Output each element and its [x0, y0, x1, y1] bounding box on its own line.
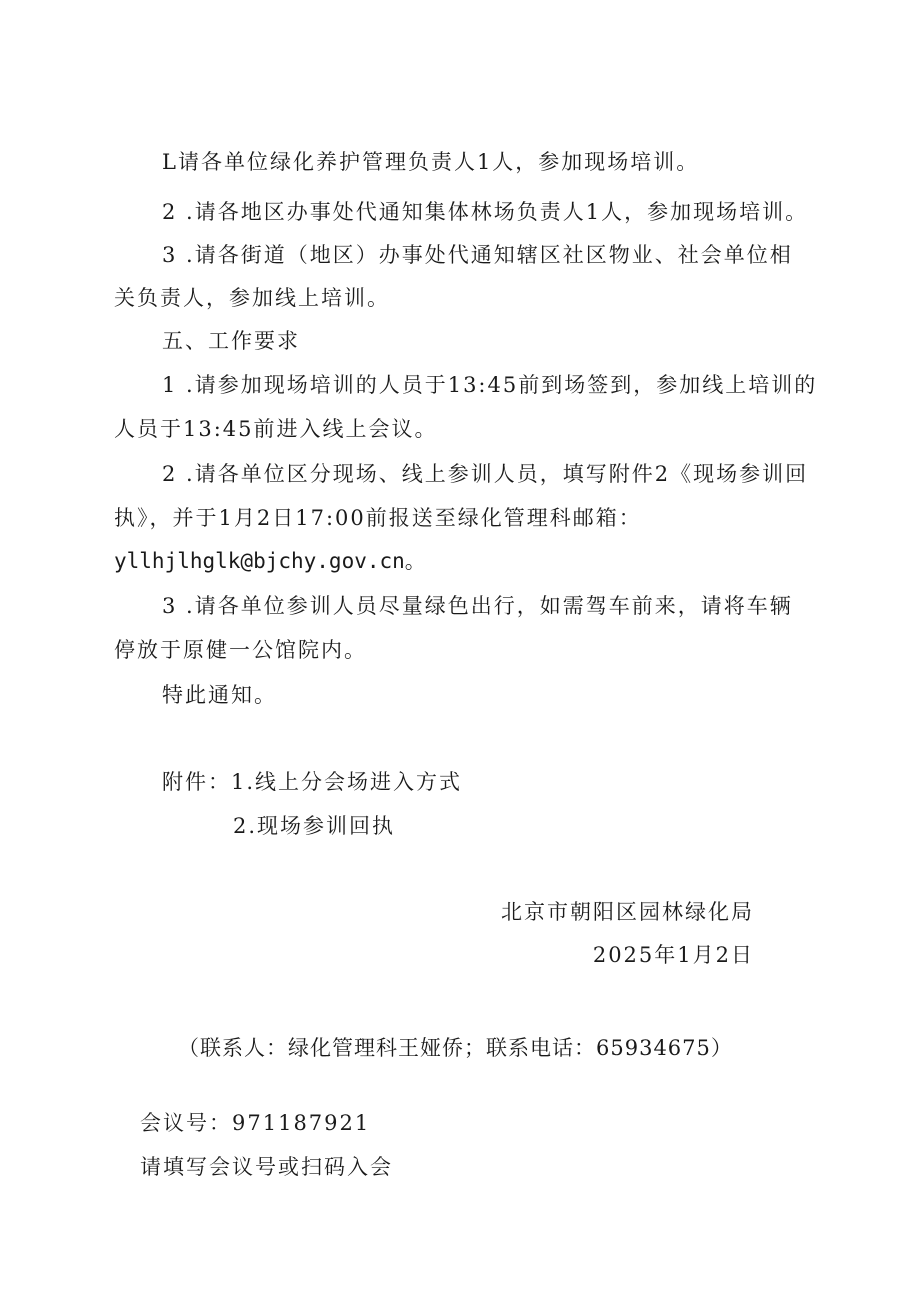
email-address: yllhjlhglk@bjchy.gov.cn。 — [114, 549, 426, 573]
requirement-1-line-2: 人员于13:45前进入线上会议。 — [114, 417, 438, 441]
signature-date: 2025年1月2日 — [592, 943, 754, 967]
contact-info: （联系人：绿化管理科王娅侨；联系电话：65934675） — [178, 1036, 733, 1060]
closing-notice: 特此通知。 — [162, 683, 277, 707]
meeting-number: 会议号：971187921 — [140, 1111, 371, 1135]
requirement-1-line-1: 1 .请参加现场培训的人员于13:45前到场签到，参加线上培训的 — [162, 373, 818, 397]
attachment-2: 2.现场参训回执 — [233, 814, 396, 838]
meeting-instruction: 请填写会议号或扫码入会 — [140, 1155, 393, 1179]
requirement-3-line-2: 停放于原健一公馆院内。 — [114, 638, 367, 662]
paragraph-item-3-line-2: 关负责人，参加线上培训。 — [114, 286, 390, 310]
section-heading-work-requirements: 五、工作要求 — [162, 329, 300, 353]
paragraph-item-3-line-1: 3 .请各街道（地区）办事处代通知辖区社区物业、社会单位相 — [162, 243, 793, 267]
paragraph-item-2: 2 .请各地区办事处代通知集体林场负责人1人，参加现场培训。 — [162, 200, 809, 224]
requirement-2-line-2: 执》，并于1月2日17:00前报送至绿化管理科邮箱： — [114, 506, 642, 530]
requirement-2-line-1: 2 .请各单位区分现场、线上参训人员，填写附件2《现场参训回 — [162, 462, 809, 486]
attachment-1: 附件：1.线上分会场进入方式 — [162, 770, 463, 794]
signature-organization: 北京市朝阳区园林绿化局 — [501, 900, 754, 924]
paragraph-item-1: L请各单位绿化养护管理负责人1人，参加现场培训。 — [162, 150, 700, 174]
requirement-3-line-1: 3 .请各单位参训人员尽量绿色出行，如需驾车前来，请将车辆 — [162, 594, 793, 618]
